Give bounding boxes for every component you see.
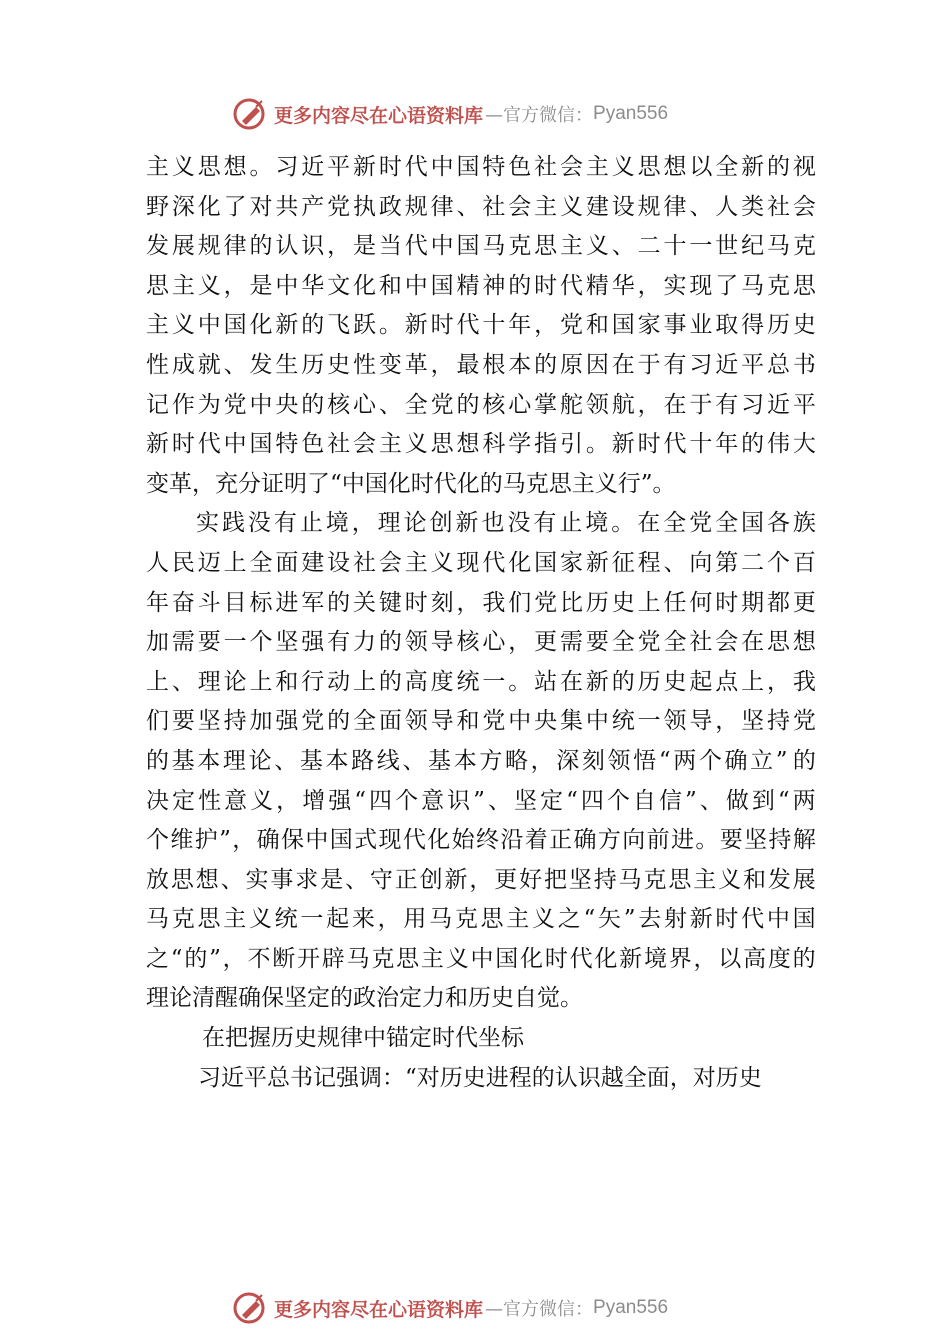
text-line: 之 “ 的 ” ， 不 断 开 辟 马 克 思 主 义 中 国 化 时 代 化 新 境 界 ， 以 高 度 的	[146, 945, 816, 972]
text-line: 发 展 规 律 的 认 识 ， 是 当 代 中 国 马 克 思 主 义 、 二 十 一 世 纪 马 克	[146, 233, 816, 260]
text-line: 们 要 坚 持 加 强 党 的 全 面 领 导 和 党 中 央 集 中 统 一 领 导 ， 坚 持 党	[146, 708, 816, 735]
watermark-title: 更多内容尽在心语资料库	[274, 1298, 484, 1321]
pen-logo-icon	[232, 95, 270, 133]
text-line: 决 定 性 意 义 ， 增 强 “ 四 个 意 识 ” 、 坚 定 “ 四 个 自 信 ” 、 做 到 “ 两	[146, 787, 816, 814]
text-line: 性 成 就 、 发 生 历 史 性 变 革 ， 最 根 本 的 原 因 在 于 有 习 近 平 总 书	[146, 351, 816, 378]
text-line: 的 基 本 理 论 、 基 本 路 线 、 基 本 方 略 ， 深 刻 领 悟 “ 两 个 确 立 ” 的	[146, 747, 816, 774]
text-line: 放 思 想 、 实 事 求 是 、 守 正 创 新 ， 更 好 把 坚 持 马 克 思 主 义 和 发 展	[146, 866, 816, 893]
text-line: 思 主 义 ， 是 中 华 文 化 和 中 国 精 神 的 时 代 精 华 ， 实 现 了 马 克 思	[146, 272, 816, 299]
text-line: 主 义 中 国 化 新 的 飞 跃 。 新 时 代 十 年 ， 党 和 国 家 事 业 取 得 历 史	[146, 312, 816, 339]
watermark-title: 更多内容尽在心语资料库	[274, 104, 484, 127]
section-heading: 在把握历史规律中锚定时代坐标	[202, 1025, 524, 1052]
text-line: 个 维 护 ” ， 确 保 中 国 式 现 代 化 始 终 沿 着 正 确 方 向 前 进 。 要 坚 持 解	[146, 827, 816, 854]
text-line: 马 克 思 主 义 统 一 起 来 ， 用 马 克 思 主 义 之 “ 矢 ” 去 射 新 时 代 中 国	[146, 906, 816, 933]
header-watermark	[232, 94, 668, 134]
text-line: 新 时 代 中 国 特 色 社 会 主 义 思 想 科 学 指 引 。 新 时 代 十 年 的 伟 大	[146, 431, 816, 458]
watermark-sub: —官方微信：	[485, 105, 594, 126]
document-body	[146, 148, 816, 1098]
paragraph-start: 实 践 没 有 止 境 ， 理 论 创 新 也 没 有 止 境 。 在 全 党 全 国 各 族	[196, 510, 816, 537]
text-line: 加 需 要 一 个 坚 强 有 力 的 领 导 核 心 ， 更 需 要 全 党 全 社 会 在 思 想	[146, 629, 816, 656]
paragraph-start: 习近平总书记强调：“对历史进程的认识越全面，对历史	[198, 1064, 762, 1091]
text-line: 年 奋 斗 目 标 进 军 的 关 键 时 刻 ， 我 们 党 比 历 史 上 任 何 时 期 都 更	[146, 589, 816, 616]
watermark-sub: —官方微信：	[485, 1299, 594, 1320]
text-line: 主 义 思 想 。 习 近 平 新 时 代 中 国 特 色 社 会 主 义 思 想 以 全 新 的 视	[146, 154, 816, 180]
text-line: 人 民 迈 上 全 面 建 设 社 会 主 义 现 代 化 国 家 新 征 程 、 向 第 二 个 百	[146, 549, 816, 576]
footer-watermark	[232, 1288, 668, 1328]
text-line: 记 作 为 党 中 央 的 核 心 、 全 党 的 核 心 掌 舵 领 航 ， 在 于 有 习 近 平	[146, 391, 816, 418]
pen-logo-icon	[232, 1289, 270, 1327]
text-line: 上 、 理 论 上 和 行 动 上 的 高 度 统 一 。 站 在 新 的 历 史 起 点 上 ， 我	[146, 668, 816, 695]
watermark-wechat-id: Pyan556	[593, 1297, 669, 1318]
watermark-wechat-id: Pyan556	[593, 103, 669, 124]
text-line: 变革，充分证明了“中国化时代化的马克思主义行”。	[146, 470, 676, 497]
text-line: 野 深 化 了 对 共 产 党 执 政 规 律 、 社 会 主 义 建 设 规 律 、 人 类 社 会	[146, 193, 816, 220]
text-line: 理论清醒确保坚定的政治定力和历史自觉。	[146, 985, 583, 1012]
